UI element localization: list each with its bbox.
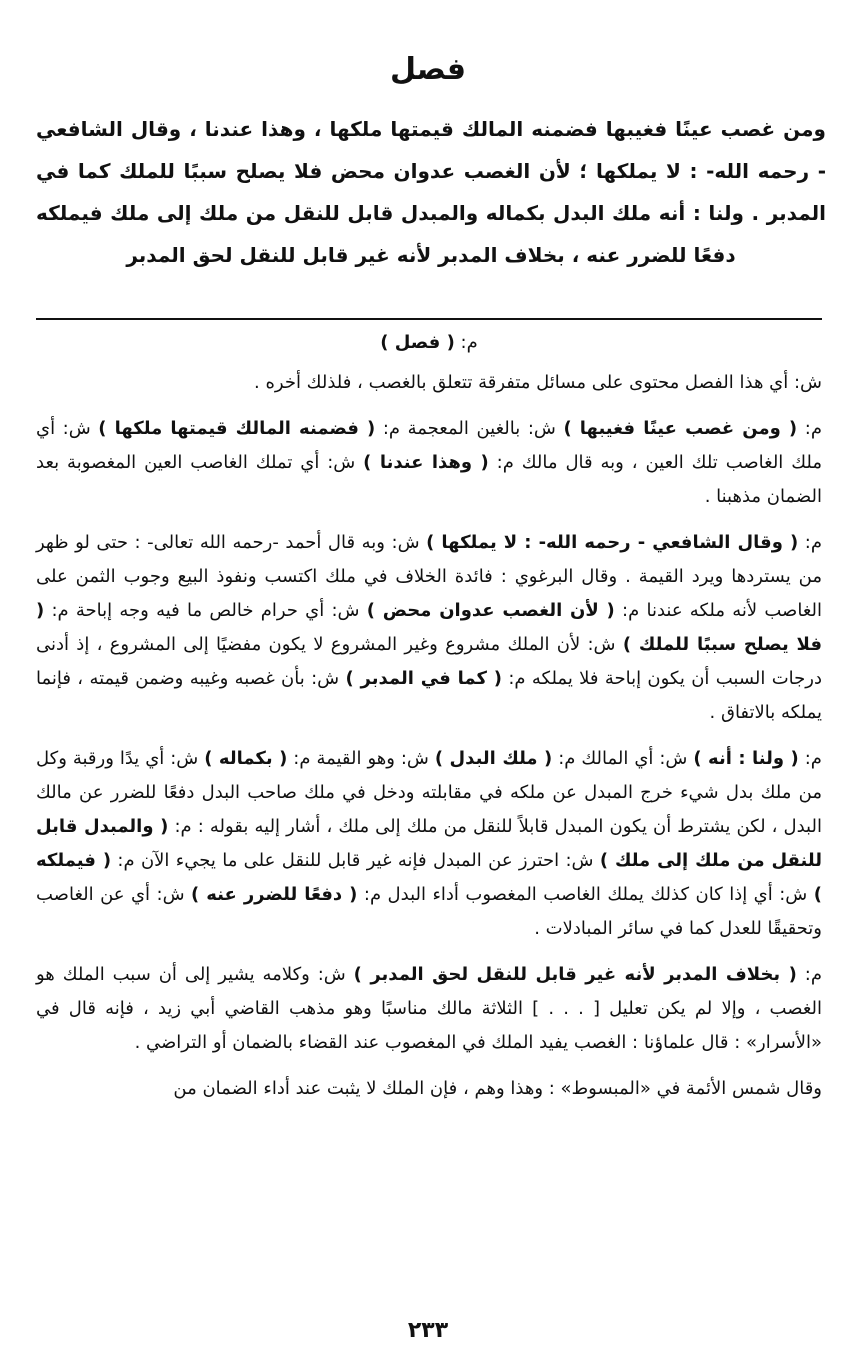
commentary-section (36, 326, 822, 1118)
matn-text: ومن غصب عينًا فغيبها فضمنه المالك قيمتها ملكها ، وهذا عندنا ، وقال الشافعي - رحمه الله- : لا يملكها ؛ لأن الغصب عدوان محض فلا يصلح سببًا للملك كما في المدبر . ولنا : أنه ملك البدل بكماله والمبدل قابل للنقل من ملك إلى ملك فيملكه دفعًا للضرر عنه ، بخلاف المدبر لأنه غير قابل للنقل لحق المدبر (36, 117, 826, 267)
page-number: ٢٣٣ (407, 1318, 449, 1343)
commentary-heading: م: ( فصل ) (380, 332, 478, 353)
commentary-paragraph: م: ( بخلاف المدبر لأنه غير قابل للنقل لحق المدبر ) ش: وكلامه يشير إلى أن سبب الملك هو الغصب ، وإلا لم يكن تعليل [ . . . ] الثلاثة مالك مناسبًا وهو مذهب القاضي أبي زيد ، فإنه قال في «الأسرار» : قال علماؤنا : الغصب يفيد الملك في المغصوب عند القضاء بالضمان أو التراضي . (36, 964, 822, 1053)
commentary-paragraph: م: ( ومن غصب عينًا فغيبها ) ش: بالغين المعجمة م: ( فضمنه المالك قيمتها ملكها ) ش: أي ملك الغاصب تلك العين ، وبه قال مالك م: ( وهذا عندنا ) ش: أي تملك الغاصب العين المغصوبة بعد الضمان مذهبنا . (36, 418, 822, 507)
commentary-paragraph: ش: أي هذا الفصل محتوى على مسائل متفرقة تتعلق بالغصب ، فلذلك أخره . (254, 372, 822, 393)
separator-line (36, 318, 822, 320)
chapter-title: فصل (390, 52, 466, 87)
commentary-paragraph: م: ( وقال الشافعي - رحمه الله- : لا يملكها ) ش: وبه قال أحمد -رحمه الله تعالى- : حتى لو ظهر من يستردها ويرد القيمة . وقال البرغوي : فائدة الخلاف في ملك اكتسب ونفوذ البيع وجوب الثمن على الغاصب لأنه ملكه عندنا م: ( لأن الغصب عدوان محض ) ش: أي حرام خالص ما فيه وجه إباحة م: ( فلا يصلح سببًا للملك ) ش: لأن الملك مشروع وغير المشروع لا يكون مفضيًا إلى المشروع ، إذ أدنى درجات السبب أن يكون إباحة فلا يملكه م: ( كما في المدبر ) ش: بأن غصبه وغيبه وضمن قيمته ، فإنما يملكه بالاتفاق . (36, 532, 822, 723)
commentary-paragraph: م: ( ولنا : أنه ) ش: أي المالك م: ( ملك البدل ) ش: وهو القيمة م: ( بكماله ) ش: أي يدًا ورقبة وكل من ملك بدل شيء خرج المبدل عن ملكه في مقابلته ودخل في ملك صاحب البدل دفعًا للضرر عن مالك البدل ، لكن يشترط أن يكون المبدل قابلاً للنقل من ملك إلى ملك ، أشار إليه بقوله : م: ( والمبدل قابل للنقل من ملك إلى ملك ) ش: احترز عن المبدل فإنه غير قابل للنقل على ما يجيء الآن م: ( فيملكه ) ش: أي إذا كان كذلك يملك الغاصب المغصوب أداء البدل م: ( دفعًا للضرر عنه ) ش: أي عن الغاصب وتحقيقًا للعدل كما في سائر المبادلات . (36, 748, 822, 939)
commentary-paragraph: وقال شمس الأئمة في «المبسوط» : وهذا وهم ، فإن الملك لا يثبت عند أداء الضمان من (173, 1078, 822, 1099)
